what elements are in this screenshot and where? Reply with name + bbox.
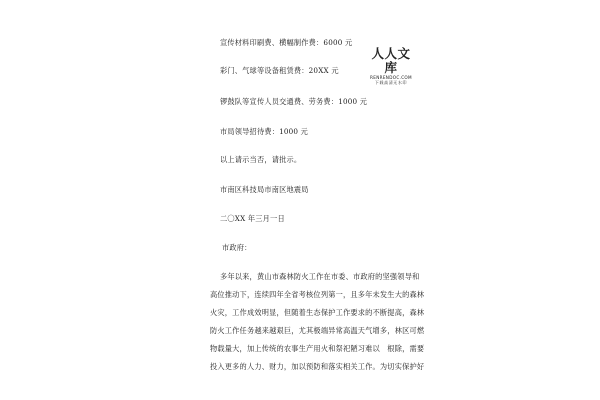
body-line: 投入更多的人力、财力，加以预防和落实相关工作。为切实保护好 [210, 362, 425, 371]
date-line: 二〇XX 年三月一日 [220, 214, 285, 223]
body-line: 多年以来，黄山市森林防火工作在市委、市政府的坚强领导和 [220, 272, 420, 281]
watermark-domain: RENRENDOC.COM [370, 75, 412, 80]
watermark-brand: 人人文库 [371, 46, 411, 75]
body-line: 防火工作任务越来越艰巨，尤其极端异常高温天气增多，林区可燃 [210, 326, 425, 335]
body-paragraph [210, 268, 425, 376]
budget-line-hospitality: 市局领导招待费：1000 元 [220, 127, 309, 136]
budget-line-printing: 宣传材料印刷费、横幅制作费：6000 元 [220, 38, 353, 47]
body-line: 物载量大，加上传统的农事生产用火和祭祀陋习难以 根除，需要 [210, 344, 425, 353]
budget-line-equipment: 彩门、气球等设备租赁费：20XX 元 [220, 66, 339, 75]
budget-line-transport: 锣鼓队等宣传人员交通费、劳务费：1000 元 [220, 97, 368, 106]
watermark-logo [366, 47, 416, 85]
signature-line: 市南区科技局市南区地震局 [220, 185, 309, 194]
closing-request: 以上请示当否，请批示。 [220, 155, 302, 164]
watermark-slogan: 下载高清无水印 [374, 80, 408, 85]
body-line: 高位推动下，连续四年全省考核位列第一，且多年未发生大的森林 [210, 290, 425, 299]
body-line: 火灾，工作成效明显，但随着生态保护工作要求的不断提高，森林 [210, 308, 425, 317]
salutation-line: 市政府： [222, 243, 252, 252]
